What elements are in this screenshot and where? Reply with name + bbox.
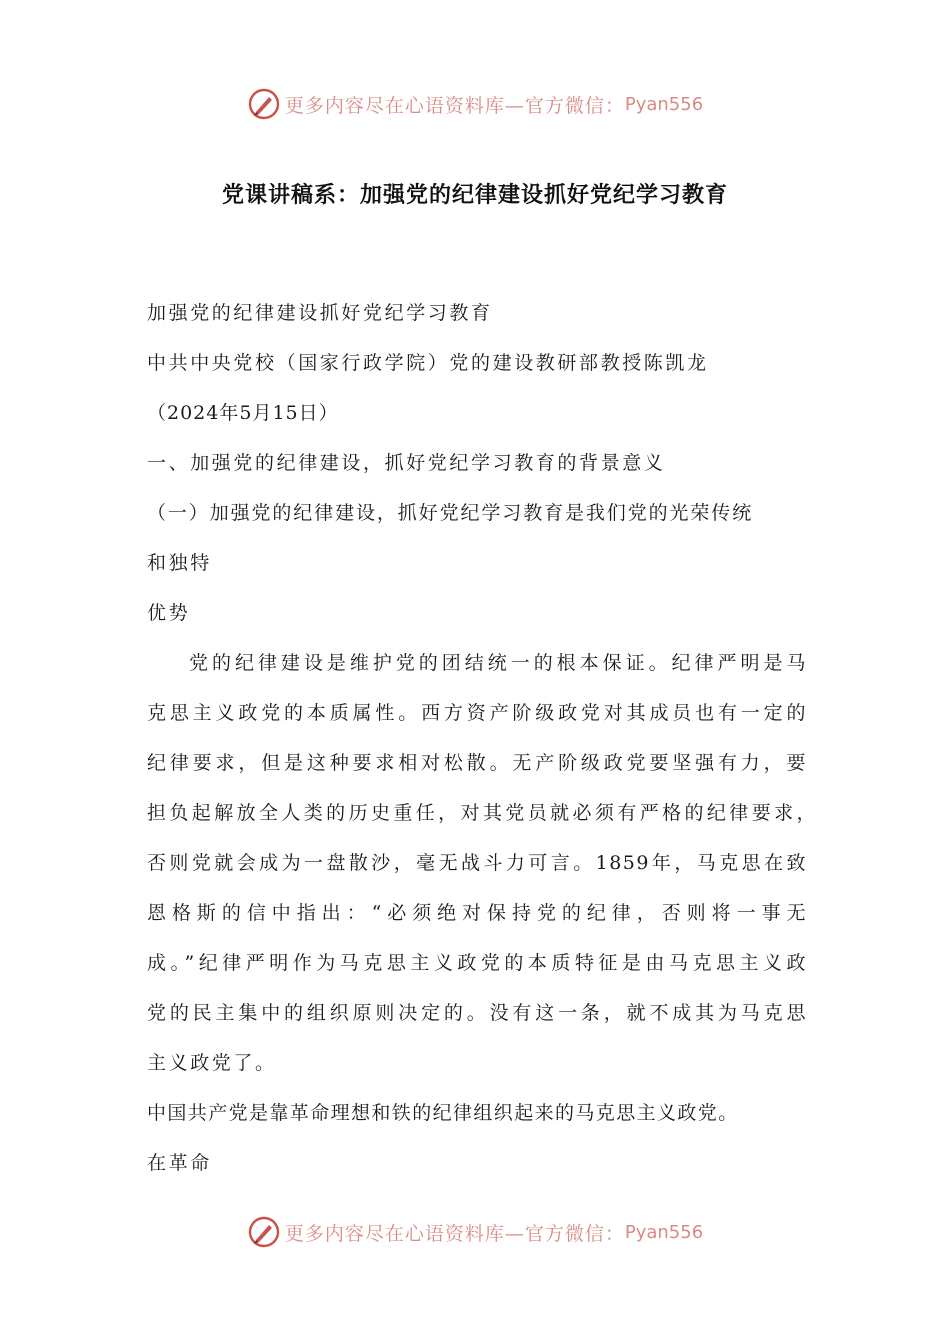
body-line: 克思主义政党的本质属性。西方资产阶级政党对其成员也有一定的 xyxy=(147,702,807,724)
body-line: 中国共产党是靠革命理想和铁的纪律组织起来的马克思主义政党。 xyxy=(147,1102,739,1124)
body-line: 纪律要求，但是这种要求相对松散。无产阶级政党要坚强有力，要 xyxy=(147,752,807,774)
author-line: 中共中央党校（国家行政学院）党的建设教研部教授陈凯龙 xyxy=(147,352,709,374)
watermark-text: 更多内容尽在心语资料库—官方微信： xyxy=(284,94,625,117)
body-line: 党的民主集中的组织原则决定的。没有这一条，就不成其为马克思 xyxy=(147,1002,807,1024)
section-heading: 一、加强党的纪律建设，抓好党纪学习教育的背景意义 xyxy=(147,452,666,474)
body-line: 否则党就会成为一盘散沙，毫无战斗力可言。1859年，马克思在致 xyxy=(147,852,807,874)
pen-logo-icon xyxy=(247,1215,281,1249)
watermark-wechat-id: Pyan556 xyxy=(624,93,704,115)
subsection-heading-cont: 和独特 xyxy=(147,552,212,574)
subtitle-line: 加强党的纪律建设抓好党纪学习教育 xyxy=(147,302,493,324)
body-line: 成。”纪律严明作为马克思主义政党的本质特征是由马克思主义政 xyxy=(147,952,807,974)
watermark-footer xyxy=(0,1212,950,1252)
body-line: 担负起解放全人类的历史重任，对其党员就必须有严格的纪律要求， xyxy=(147,802,817,824)
subsection-heading-cont: 优势 xyxy=(147,602,191,624)
watermark-text: 更多内容尽在心语资料库—官方微信： xyxy=(284,1222,625,1245)
document-title: 党课讲稿系：加强党的纪律建设抓好党纪学习教育 xyxy=(221,182,728,208)
body-line: 在革命 xyxy=(147,1152,212,1174)
body-line: 党的纪律建设是维护党的团结统一的根本保证。纪律严明是马 xyxy=(189,652,807,674)
subsection-heading: （一）加强党的纪律建设，抓好党纪学习教育是我们党的光荣传统 xyxy=(147,502,754,524)
body-line: 主义政党了。 xyxy=(147,1052,277,1074)
watermark-header xyxy=(0,84,950,124)
body-line: 恩格斯的信中指出：“必须绝对保持党的纪律，否则将一事无 xyxy=(147,902,807,924)
watermark-wechat-id: Pyan556 xyxy=(624,1221,704,1243)
date-line: （2024年5月15日） xyxy=(147,402,339,424)
pen-logo-icon xyxy=(247,87,281,121)
